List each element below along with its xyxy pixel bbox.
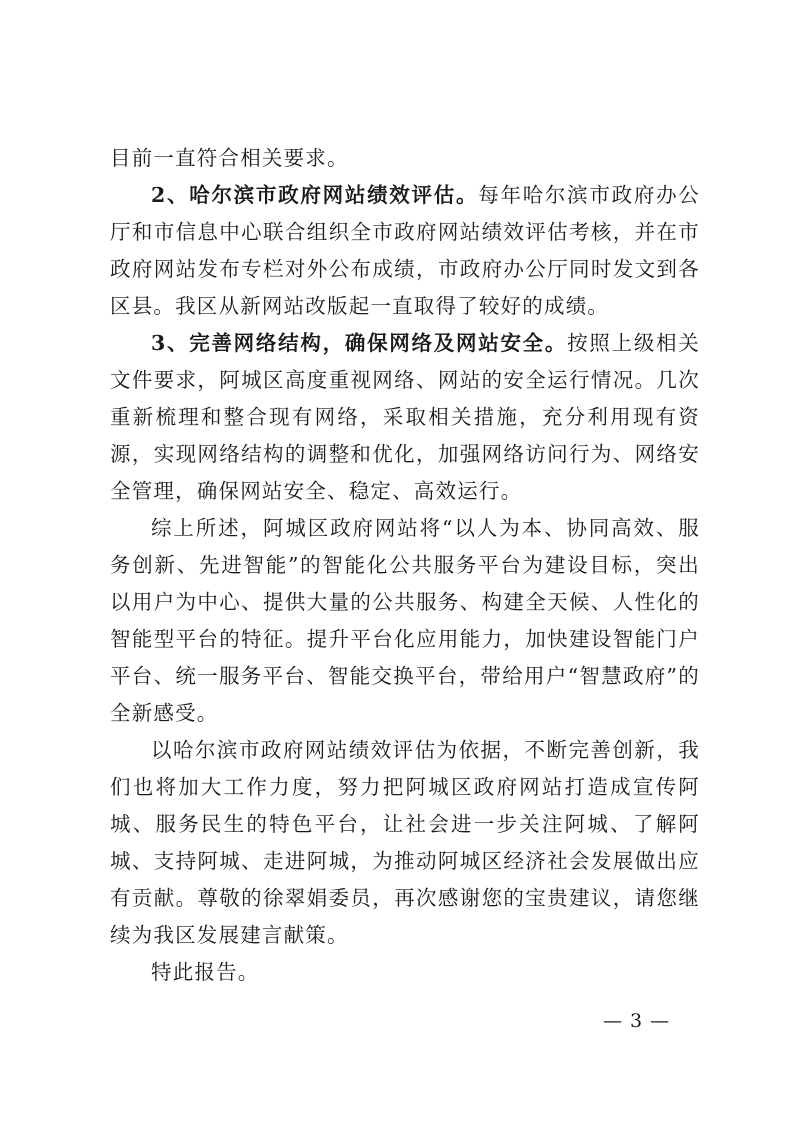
paragraph-text: 综上所述，阿城区政府网站将“以人为本、协同高效、服务创新、先进智能”的智能化公共服务平台为建设目标，突出以用户为中心、提供大量的公共服务、构建全天候、人性化的智能型平台的特征。提升平台化应用能力，加快建设智能门户平台、统一服务平台、智能交换平台，带给用户“智慧政府”的全新感受。	[110, 516, 700, 725]
paragraph-continuation	[110, 140, 700, 177]
paragraph-heading: 3、完善网络结构，确保网络及网站安全。	[151, 331, 568, 355]
paragraph-network-security	[110, 325, 700, 510]
paragraph-closing	[110, 954, 700, 991]
document-body	[110, 140, 700, 991]
paragraph-heading: 2、哈尔滨市政府网站绩效评估。	[151, 183, 479, 207]
paragraph-text: 目前一直符合相关要求。	[110, 146, 349, 170]
paragraph-summary	[110, 510, 700, 732]
paragraph-text: 以哈尔滨市政府网站绩效评估为依据，不断完善创新，我们也将加大工作力度，努力把阿城区政府网站打造成宣传阿城、服务民生的特色平台，让社会进一步关注阿城、了解阿城、支持阿城、走进阿城，为推动阿城区经济社会发展做出应有贡献。尊敬的徐翠娟委员，再次感谢您的宝贵建议，请您继续为我区发展建言献策。	[110, 738, 700, 947]
paragraph-text: 每年哈尔滨市政府办公厅和市信息中心联合组织全市政府网站绩效评估考核，并在市政府网站发布专栏对外公布成绩，市政府办公厅同时发文到各区县。我区从新网站改版起一直取得了较好的成绩。	[110, 183, 701, 318]
paragraph-website-evaluation	[110, 177, 700, 325]
paragraph-text: 特此报告。	[151, 960, 260, 984]
page-number: — 3 —	[603, 1010, 671, 1032]
paragraph-text: 按照上级相关文件要求，阿城区高度重视网络、网站的安全运行情况。几次重新梳理和整合现有网络，采取相关措施，充分利用现有资源，实现网络结构的调整和优化，加强网络访问行为、网络安全管理，确保网站安全、稳定、高效运行。	[110, 331, 700, 503]
paragraph-outlook	[110, 732, 700, 954]
